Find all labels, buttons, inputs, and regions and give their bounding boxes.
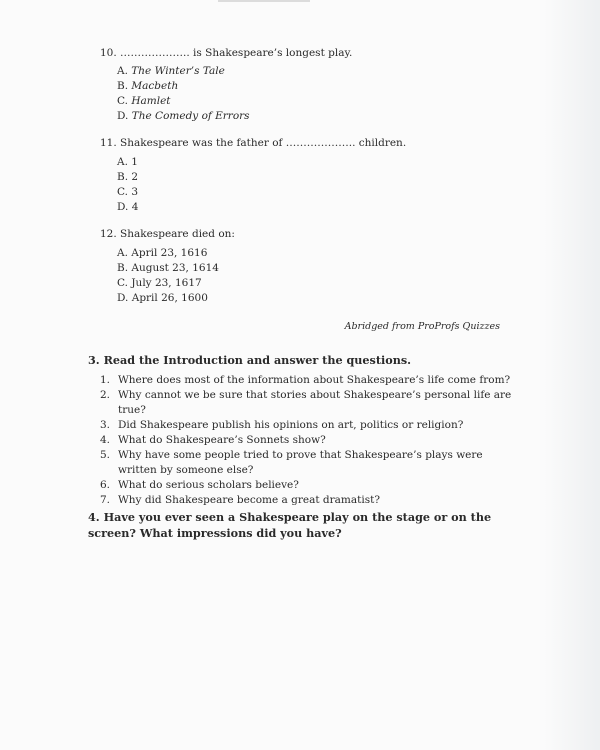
question-11-option-c — [117, 185, 138, 200]
item-number: 7. — [100, 494, 111, 506]
item-number: 3. — [100, 419, 111, 431]
item-number: 2. — [100, 389, 111, 401]
item-text: Why cannot we be sure that stories about Shakespeare’s personal life are true? — [118, 389, 512, 416]
option-letter: A. — [117, 156, 128, 168]
question-12-option-a — [117, 246, 219, 261]
option-letter: A. — [117, 247, 128, 259]
section-3-heading: 3. Read the Introduction and answer the questions. — [88, 353, 412, 367]
list-item — [100, 373, 520, 388]
option-text: The Comedy of Errors — [131, 110, 250, 122]
question-10-stem: 10. ……………….. is Shakespeare’s longest play. — [100, 47, 353, 59]
list-item — [100, 418, 520, 433]
option-letter: C. — [117, 186, 128, 198]
section-4-heading: 4. Have you ever seen a Shakespeare play on the stage or on the screen? What impressions did you have? — [88, 510, 492, 540]
question-12-stem: 12. Shakespeare died on: — [100, 228, 235, 240]
option-letter: D. — [117, 110, 129, 122]
item-text: What do serious scholars believe? — [118, 479, 299, 491]
page-edge-shadow — [544, 0, 600, 750]
question-12-options — [117, 246, 219, 306]
item-text: Why have some people tried to prove that Shakespeare’s plays were written by someone else? — [118, 449, 483, 476]
source-attribution: Abridged from ProProfs Quizzes — [344, 321, 500, 332]
list-item — [100, 388, 520, 418]
question-10-option-b — [117, 79, 250, 94]
question-12-option-d — [117, 291, 219, 306]
option-text: 2 — [131, 171, 139, 183]
option-text: August 23, 1614 — [131, 262, 219, 274]
item-text: Where does most of the information about Shakespeare’s life come from? — [118, 374, 511, 386]
item-text: Why did Shakespeare become a great dramatist? — [118, 494, 380, 506]
option-letter: B. — [117, 262, 129, 274]
question-11-options — [117, 155, 138, 215]
question-11-stem: 11. Shakespeare was the father of ……………….. children. — [100, 137, 407, 149]
option-letter: B. — [117, 171, 129, 183]
option-letter: D. — [117, 201, 129, 213]
question-11-option-b — [117, 170, 138, 185]
option-letter: A. — [117, 65, 128, 77]
section-3-question-list — [100, 373, 520, 508]
list-item — [100, 448, 520, 478]
option-letter: D. — [117, 292, 129, 304]
question-12-option-c — [117, 276, 219, 291]
question-12-option-b — [117, 261, 219, 276]
item-number: 1. — [100, 374, 111, 386]
option-text: Hamlet — [131, 95, 171, 107]
item-text: Did Shakespeare publish his opinions on art, politics or religion? — [118, 419, 464, 431]
question-10-option-d — [117, 109, 250, 124]
question-11-option-a — [117, 155, 138, 170]
item-number: 4. — [100, 434, 111, 446]
option-text: April 23, 1616 — [131, 247, 208, 259]
item-number: 6. — [100, 479, 111, 491]
option-text: 1 — [131, 156, 138, 168]
option-text: April 26, 1600 — [131, 292, 208, 304]
item-text: What do Shakespeare’s Sonnets show? — [118, 434, 326, 446]
item-number: 5. — [100, 449, 111, 461]
question-10-options — [117, 64, 250, 124]
list-item — [100, 478, 520, 493]
question-10-option-c — [117, 94, 250, 109]
list-item — [100, 433, 520, 448]
option-text: 3 — [131, 186, 139, 198]
option-text: 4 — [131, 201, 139, 213]
scan-top-mark — [218, 0, 310, 2]
option-letter: C. — [117, 277, 128, 289]
option-text: The Winter’s Tale — [131, 65, 225, 77]
option-letter: C. — [117, 95, 128, 107]
option-text: Macbeth — [131, 80, 179, 92]
question-11-option-d — [117, 200, 138, 215]
option-letter: B. — [117, 80, 129, 92]
option-text: July 23, 1617 — [131, 277, 202, 289]
question-10-option-a — [117, 64, 250, 79]
list-item — [100, 493, 520, 508]
